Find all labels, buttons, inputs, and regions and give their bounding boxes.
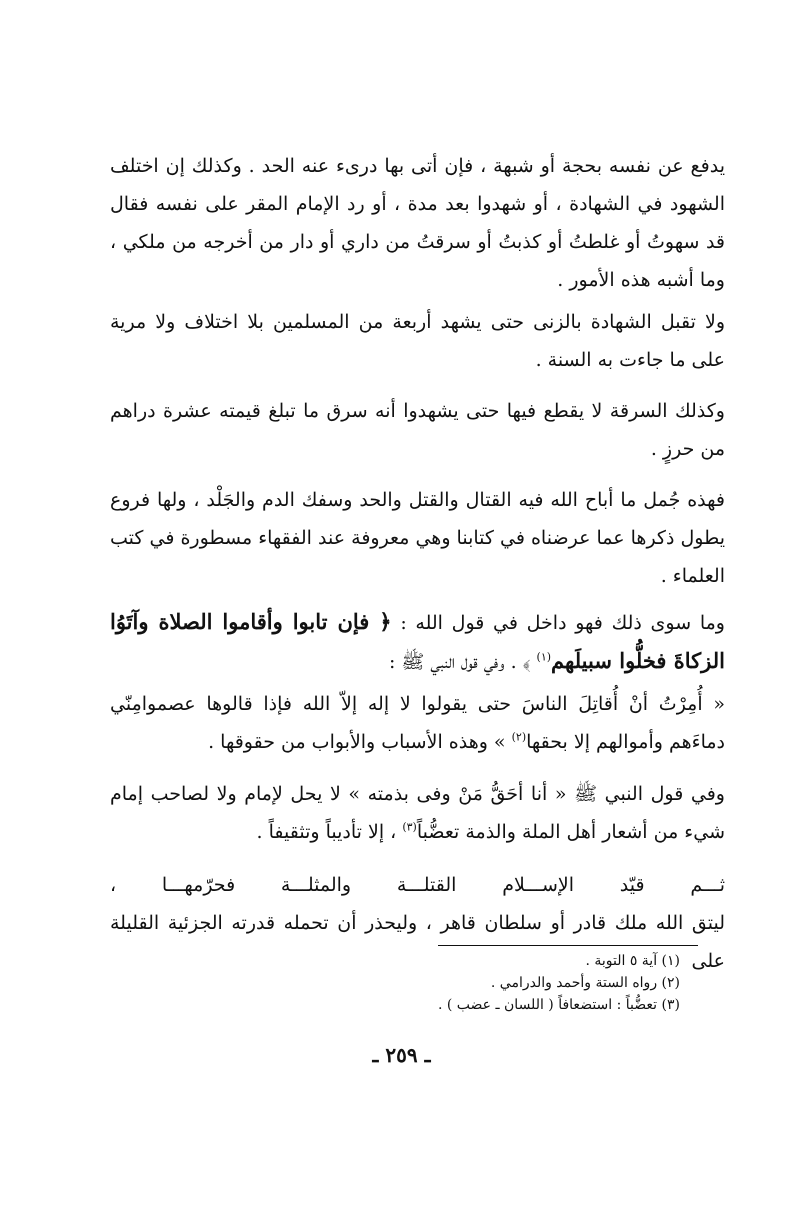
paragraph-7-body: وفي قول النبي ﷺ « أنا أحَقُّ مَنْ وفى بذمته » لا يحل لإمام ولا لصاحب إمام شيء من أشعار أهل الملة والذمة تعضُّباً <box>110 783 725 843</box>
paragraph-2-text: ولا تقبل الشهادة بالزنى حتى يشهد أربعة من المسلمين بلا اختلاف ولا مرية على ما جاءت به السنة . <box>110 311 725 371</box>
paragraph-6-outro: » وهذه الأسباب والأبواب من حقوقها . <box>208 731 506 753</box>
footnote-2: (٢) رواه الستة وأحمد والدرامي . <box>490 975 680 991</box>
paragraph-5-intro: وما سوى ذلك فهو داخل في قول الله : <box>400 612 725 634</box>
hadith-quote: « أُمِرْتُ أنْ أُقاتِلَ الناسَ حتى يقولوا لا إله إلاّ الله فإذا قالوها عصموامِنّي دماءَهم وأموالهم إلا بحقها <box>110 693 725 753</box>
footnote-3: (٣) تعضُّباً : استضعافاً ( اللسان ـ عضب ) . <box>437 997 680 1013</box>
paragraph-6 <box>110 685 725 761</box>
quran-verse: ﴿ فإن تابوا وأقاموا الصلاة وآتَوُا الزكاةَ فخلُّوا سبيلَهم <box>110 609 725 673</box>
paragraph-5-outro: ﴾ . وفي قول النبي ﷺ : <box>388 651 531 673</box>
footnote-divider <box>438 945 698 946</box>
footnote-ref-1: (١) <box>536 650 552 664</box>
paragraph-8-line-2: ليتق الله ملك قادر أو سلطان قاهر ، وليحذر أن تحمله قدرته الجزئية القليلة على <box>110 912 725 972</box>
footnote-ref-2: (٢) <box>511 730 527 744</box>
paragraph-3 <box>110 392 725 468</box>
paragraph-7 <box>110 775 725 851</box>
footnotes <box>300 950 680 1016</box>
paragraph-1 <box>110 147 725 299</box>
paragraph-8-line-1: ثـــم قيّد الإســـلام القتلـــة والمثلـــة فحرّمهـــا ، <box>110 874 725 896</box>
page-number: ـ ٢٥٩ ـ <box>372 1043 431 1067</box>
paragraph-4 <box>110 481 725 595</box>
paragraph-1-text: يدفع عن نفسه بحجة أو شبهة ، فإن أتى بها درىء عنه الحد . وكذلك إن اختلف الشهود في الشهادة ، أو شهدوا بعد مدة ، أو رد الإمام المقر على نفسه فقال قد سهوتُ أو غلطتُ أو كذبتُ أو سرقتُ من داري أو دار من أخرجه من ملكي ، وما أشبه هذه الأمور . <box>110 155 725 291</box>
paragraph-2 <box>110 303 725 379</box>
paragraph-4-text: فهذه جُمل ما أباح الله فيه القتال والقتل والحد وسفك الدم والجَلْد ، ولها فروع يطول ذكرها عما عرضناه في كتابنا وهي معروفة عند الفقهاء مسطورة في كتب العلماء . <box>110 489 725 587</box>
footnote-1: (١) آية ٥ التوبة . <box>585 953 680 969</box>
paragraph-5-text <box>110 603 725 681</box>
paragraph-7-text <box>110 775 725 851</box>
paragraph-7-outro: ، إلا تأديباً وتثقيفاً . <box>256 821 397 843</box>
footnote-ref-3: (٣) <box>402 820 417 834</box>
paragraph-3-text: وكذلك السرقة لا يقطع فيها حتى يشهدوا أنه سرق ما تبلغ قيمته عشرة دراهم من حرزٍ . <box>110 400 725 460</box>
paragraph-5 <box>110 603 725 681</box>
paragraph-6-text <box>110 685 725 761</box>
